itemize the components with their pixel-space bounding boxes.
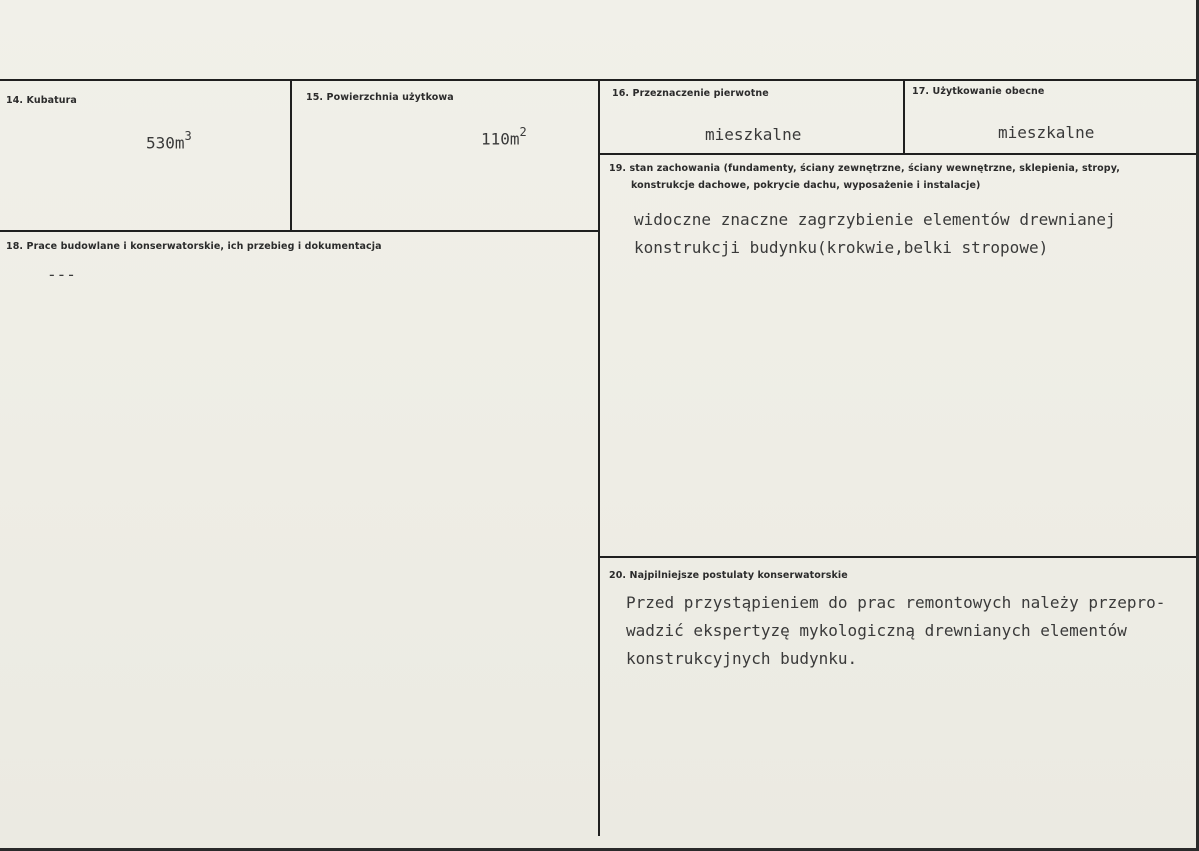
powierzchnia-number: 110m [481, 129, 520, 149]
prace-value: --- [47, 265, 76, 284]
divider-14-15 [290, 80, 292, 232]
stan-label-line-2: konstrukcje dachowe, pokrycie dachu, wyposażenie i instalacje) [631, 180, 981, 191]
przeznaczenie-label: 16. Przeznaczenie pierwotne [612, 88, 769, 99]
center-divider [598, 80, 600, 836]
postulaty-text-line-3: konstrukcyjnych budynku. [626, 649, 858, 668]
powierzchnia-exponent: 2 [519, 125, 527, 139]
uzytkowanie-value: mieszkalne [998, 123, 1095, 142]
postulaty-text [626, 589, 1165, 673]
rule-under-16-17 [599, 153, 1199, 155]
powierzchnia-label: 15. Powierzchnia użytkowa [306, 92, 454, 103]
przeznaczenie-value: mieszkalne [705, 125, 802, 144]
postulaty-label: 20. Najpilniejsze postulaty konserwatorskie [609, 570, 848, 581]
rule-above-20 [599, 556, 1199, 558]
prace-label: 18. Prace budowlane i konserwatorskie, ich przebieg i dokumentacja [6, 241, 382, 252]
stan-text [634, 206, 1116, 262]
kubatura-exponent: 3 [184, 129, 192, 143]
postulaty-text-line-1: Przed przystąpieniem do prac remontowych należy przepro- [626, 593, 1166, 612]
kubatura-label: 14. Kubatura [6, 95, 77, 106]
powierzchnia-value [481, 127, 527, 148]
kubatura-value [146, 131, 192, 152]
stan-label-line-1: 19. stan zachowania (fundamenty, ściany zewnętrzne, ściany wewnętrzne, sklepienia, stropy, [609, 163, 1120, 174]
divider-16-17 [903, 80, 905, 154]
stan-text-line-1: widoczne znaczne zagrzybienie elementów drewnianej [634, 210, 1116, 229]
postulaty-text-line-2: wadzić ekspertyzę mykologiczną drewnianych elementów [626, 621, 1127, 640]
stan-text-line-2: konstrukcji budynku(krokwie,belki stropowe) [634, 238, 1049, 257]
kubatura-number: 530m [146, 133, 185, 153]
rule-under-14-15 [0, 230, 598, 232]
stan-label [609, 160, 1120, 194]
uzytkowanie-label: 17. Użytkowanie obecne [912, 86, 1045, 97]
